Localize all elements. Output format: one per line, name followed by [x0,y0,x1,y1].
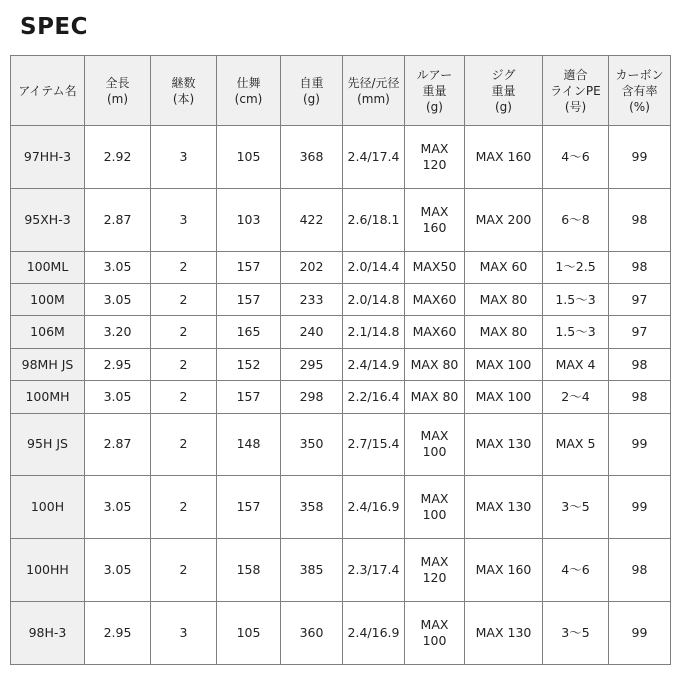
column-header-line: (m) [106,91,129,106]
cell-line: 1.5〜3 [543,316,609,348]
cell-lure [405,284,465,316]
cell-closed: 157 [217,476,281,539]
cell-carbon: 98 [609,539,671,602]
column-header-line: (g) [303,91,320,106]
table-row [11,348,671,380]
cell-carbon: 98 [609,381,671,413]
lure-weight-line: MAX [420,428,449,444]
cell-diameter: 2.4/16.9 [343,476,405,539]
lure-weight-line: MAX50 [412,259,457,275]
table-row [11,284,671,316]
cell-item: 95XH-3 [11,188,85,251]
lure-weight-line: MAX [420,617,449,633]
cell-length: 3.05 [85,381,151,413]
cell-length: 2.87 [85,188,151,251]
lure-weight-line: MAX [420,140,449,156]
cell-item: 100HH [11,539,85,602]
cell-jig: MAX 130 [465,602,543,665]
cell-jig: MAX 80 [465,316,543,348]
cell-jig: MAX 200 [465,188,543,251]
lure-weight-line: MAX 80 [410,388,459,404]
cell-diameter: 2.4/17.4 [343,126,405,189]
cell-weight: 202 [281,251,343,283]
cell-lure [405,316,465,348]
cell-carbon: 98 [609,348,671,380]
cell-lure [405,476,465,539]
cell-carbon: 97 [609,316,671,348]
cell-closed: 148 [217,413,281,476]
cell-pieces: 2 [151,251,217,283]
cell-carbon: 97 [609,284,671,316]
cell-pieces: 3 [151,602,217,665]
column-header-weight [281,56,343,126]
column-header-line: 先径/元径 [347,75,400,90]
cell-item: 100H [11,476,85,539]
lure-weight-line: 120 [422,570,447,586]
cell-diameter: 2.4/16.9 [343,602,405,665]
cell-carbon: 99 [609,413,671,476]
cell-diameter: 2.0/14.8 [343,284,405,316]
cell-weight: 233 [281,284,343,316]
cell-closed: 152 [217,348,281,380]
lure-weight-line: MAX [420,491,449,507]
cell-line: 1.5〜3 [543,284,609,316]
cell-line: 1〜2.5 [543,251,609,283]
cell-length: 2.95 [85,602,151,665]
column-header-line: 仕舞 [236,75,261,90]
cell-item: 100MH [11,381,85,413]
column-header-line: (g) [426,99,443,114]
cell-length: 2.92 [85,126,151,189]
cell-length: 3.20 [85,316,151,348]
lure-weight-line: MAX60 [412,291,457,307]
cell-weight: 298 [281,381,343,413]
lure-weight-line: MAX [420,203,449,219]
cell-jig: MAX 160 [465,539,543,602]
cell-carbon: 99 [609,602,671,665]
column-header-line: ジグ [491,67,516,82]
cell-diameter: 2.6/18.1 [343,188,405,251]
cell-weight: 240 [281,316,343,348]
cell-item: 106M [11,316,85,348]
table-row [11,188,671,251]
cell-length: 3.05 [85,539,151,602]
table-header-row [11,56,671,126]
cell-closed: 157 [217,381,281,413]
cell-carbon: 99 [609,126,671,189]
cell-weight: 368 [281,126,343,189]
column-header-line: (g) [495,99,512,114]
cell-length: 3.05 [85,251,151,283]
cell-line: 3〜5 [543,476,609,539]
column-header-line: アイテム名 [18,83,77,98]
cell-jig: MAX 80 [465,284,543,316]
column-header-item [11,56,85,126]
cell-pieces: 3 [151,188,217,251]
cell-line: MAX 4 [543,348,609,380]
column-header-line: 継数 [171,75,196,90]
cell-weight: 295 [281,348,343,380]
cell-item: 95H JS [11,413,85,476]
cell-diameter: 2.1/14.8 [343,316,405,348]
cell-carbon: 98 [609,188,671,251]
column-header-line: カーボン [615,67,664,82]
cell-pieces: 2 [151,413,217,476]
cell-line: 3〜5 [543,602,609,665]
table-row [11,251,671,283]
lure-weight-line: MAX60 [412,324,457,340]
column-header-line: ルアー [416,67,453,82]
spec-table [10,55,671,665]
cell-length: 2.95 [85,348,151,380]
cell-diameter: 2.0/14.4 [343,251,405,283]
column-header-line: ラインPE [550,83,601,98]
cell-weight: 358 [281,476,343,539]
column-header-line: 重量 [422,83,447,98]
column-header-line: (mm) [357,91,390,106]
cell-lure [405,251,465,283]
cell-pieces: 2 [151,381,217,413]
cell-weight: 385 [281,539,343,602]
cell-weight: 350 [281,413,343,476]
column-header-line: (本) [172,91,195,106]
cell-lure [405,539,465,602]
column-header-jig [465,56,543,126]
cell-lure [405,348,465,380]
cell-lure [405,381,465,413]
cell-lure [405,188,465,251]
cell-pieces: 2 [151,476,217,539]
cell-diameter: 2.7/15.4 [343,413,405,476]
table-row [11,413,671,476]
column-header-closed [217,56,281,126]
column-header-line: (号) [564,99,587,114]
lure-weight-line: 100 [422,633,447,649]
lure-weight-line: 100 [422,444,447,460]
cell-line: MAX 5 [543,413,609,476]
column-header-diameter [343,56,405,126]
cell-pieces: 2 [151,348,217,380]
cell-diameter: 2.2/16.4 [343,381,405,413]
column-header-pieces [151,56,217,126]
table-body [11,126,671,665]
cell-weight: 422 [281,188,343,251]
lure-weight-line: 160 [422,219,447,235]
lure-weight-line: MAX 80 [410,356,459,372]
cell-closed: 157 [217,251,281,283]
cell-lure [405,602,465,665]
cell-closed: 103 [217,188,281,251]
page-title: SPEC [20,14,89,40]
column-header-line: (cm) [234,91,263,106]
table-row [11,126,671,189]
cell-pieces: 2 [151,539,217,602]
column-header-line: 含有率 [621,83,658,98]
column-header-carbon [609,56,671,126]
cell-line: 4〜6 [543,539,609,602]
cell-diameter: 2.3/17.4 [343,539,405,602]
cell-weight: 360 [281,602,343,665]
column-header-length [85,56,151,126]
cell-lure [405,413,465,476]
lure-weight-line: 120 [422,156,447,172]
cell-line: 2〜4 [543,381,609,413]
cell-pieces: 2 [151,284,217,316]
cell-item: 100M [11,284,85,316]
cell-pieces: 2 [151,316,217,348]
cell-jig: MAX 130 [465,476,543,539]
cell-lure [405,126,465,189]
cell-diameter: 2.4/14.9 [343,348,405,380]
lure-weight-line: 100 [422,507,447,523]
cell-closed: 105 [217,602,281,665]
cell-item: 98MH JS [11,348,85,380]
cell-item: 100ML [11,251,85,283]
table-row [11,602,671,665]
column-header-line: 適合 [563,67,588,82]
cell-closed: 158 [217,539,281,602]
cell-length: 3.05 [85,476,151,539]
cell-jig: MAX 100 [465,381,543,413]
cell-carbon: 99 [609,476,671,539]
cell-jig: MAX 130 [465,413,543,476]
column-header-line: 自重 [299,75,324,90]
column-header-line: (%) [629,99,650,114]
column-header-line: 全長 [105,75,130,90]
cell-length: 2.87 [85,413,151,476]
column-header-lure [405,56,465,126]
cell-line: 6〜8 [543,188,609,251]
column-header-line [543,56,609,126]
cell-length: 3.05 [85,284,151,316]
cell-item: 97HH-3 [11,126,85,189]
cell-jig: MAX 60 [465,251,543,283]
table-row [11,381,671,413]
cell-jig: MAX 100 [465,348,543,380]
cell-jig: MAX 160 [465,126,543,189]
cell-pieces: 3 [151,126,217,189]
cell-line: 4〜6 [543,126,609,189]
cell-closed: 105 [217,126,281,189]
table-row [11,316,671,348]
table-row [11,476,671,539]
cell-carbon: 98 [609,251,671,283]
cell-closed: 157 [217,284,281,316]
column-header-line: 重量 [491,83,516,98]
lure-weight-line: MAX [420,554,449,570]
table-row [11,539,671,602]
cell-item: 98H-3 [11,602,85,665]
cell-closed: 165 [217,316,281,348]
